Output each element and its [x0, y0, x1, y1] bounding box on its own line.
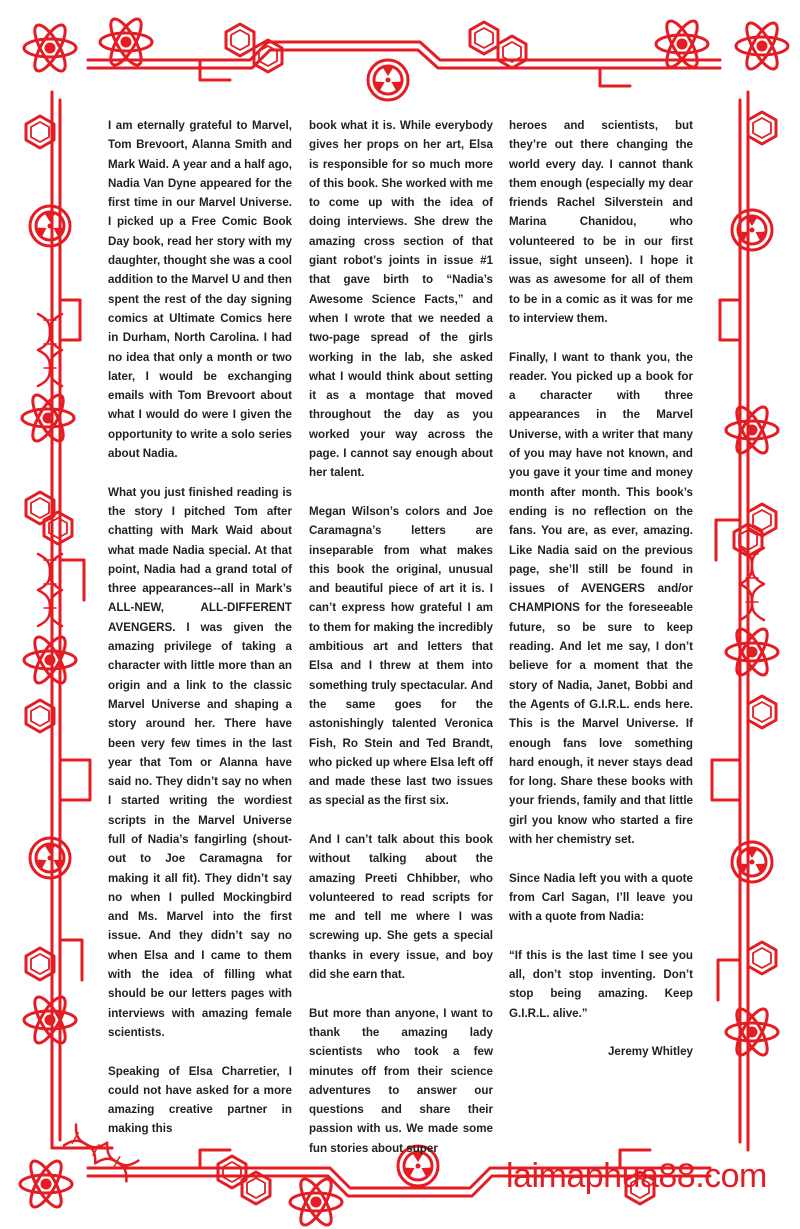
atom-icon — [736, 19, 788, 73]
watermark: laimaphua88.com — [506, 1157, 767, 1195]
dna-icon — [740, 548, 764, 620]
letter-paragraph: Finally, I want to thank you, the reader. You picked up a book for a character with three appearances in the Marvel Universe, with a writer that many of you may have not known, and you gave it your time and money month after month. This book’s ending is no reflection on the fans. You are, as ever, amazing. Like Nadia said on the previous page, she’ll still be found in issues of AVENGERS and/or CHAMPIONS for the foreseeable future, so be sure to keep reading. And let me say, I don’t believe for a moment that the story of Nadia, Janet, Bobbi and the Agents of G.I.R.L. ends here. This is the Marvel Universe. If enough fans love something hard enough, it never stays dead for long. Share these books with your friends, family and that little girl you know who started a fire with her chemistry set. — [509, 350, 693, 846]
atom-icon — [726, 625, 778, 679]
radiation-icon — [732, 210, 772, 250]
atom-icon — [726, 1005, 778, 1059]
radiation-icon — [732, 842, 772, 882]
radiation-icon — [30, 838, 70, 878]
atom-icon — [24, 993, 76, 1047]
letter-paragraph: Speaking of Elsa Charretier, I could not have asked for a more amazing creative partner in making this — [108, 1064, 292, 1136]
atom-icon — [24, 21, 76, 75]
dna-icon — [38, 554, 62, 626]
letter-paragraph: heroes and scientists, but they’re out there changing the world every day. I cannot thank them enough (especially my dear friends Rachel Silverstein and Marina Chanidou, who volunteered to be in our first issue, sight unseen). I hope it was as awesome for all of them to be in a comic as it was for me to interview them. — [509, 119, 693, 325]
letter-column-3 — [509, 116, 693, 1062]
letter-column-2 — [309, 116, 493, 1158]
atom-icon — [24, 633, 76, 687]
radiation-icon — [30, 206, 70, 246]
atom-icon — [656, 17, 708, 71]
letter-paragraph: book what it is. While everybody gives her props on her art, Elsa is responsible for so much more of this book. She worked with me to come up with the idea of doing interviews. She drew the amazing cross section of that giant robot’s joints in issue #1 that gave birth to “Nadia’s Awesome Science Facts,” and when I wrote that we needed a two-page spread of the girls working in the lab, she asked what I would think about setting it as a montage that moved throughout the day as you worked your way across the page. I cannot say enough about her talent. — [309, 119, 493, 480]
atom-icon — [20, 1157, 72, 1211]
dna-icon — [38, 314, 62, 386]
letter-paragraph: What you just finished reading is the story I pitched Tom after chatting with Mark Waid about what made Nadia special. At that point, Nadia had a grand total of three appearances--all in Mark’s ALL-NEW, ALL-DIFFERENT AVENGERS. I was given the amazing privilege of taking a character with little more than an origin and a link to the classic Marvel Universe and shaping a story around her. There have been very few times in the last year that Tom or Alanna have said no. They didn’t say no when I started writing the wordiest scripts in the Marvel Universe full of Nadia’s fangirling (shout-out to Joe Caramagna for making it all fit). They didn’t say no when I pulled Mockingbird and Ms. Marvel into the first issue. And they didn’t say no when Elsa and I came to them with the idea of filling what should be our letters pages with interviews with amazing female scientists. — [108, 485, 292, 1039]
letter-paragraph: I am eternally grateful to Marvel, Tom Brevoort, Alanna Smith and Mark Waid. A year and a half ago, Nadia Van Dyne appeared for the first time in our Marvel Universe. I picked up a Free Comic Book Day book, read her story with my daughter, thought she was a cool addition to the Marvel U and then spent the rest of the day signing comics at Ultimate Comics here in Durham, North Carolina. I had no idea that only a month or two later, I would be exchanging emails with Tom Brevoort about what I would do were I given the opportunity to write a solo series about Nadia. — [108, 119, 292, 461]
letter-paragraph: But more than anyone, I want to thank the amazing lady scientists who took a few minutes off from their science adventures to answer our questions and share their passion with us. We made some fun stories about super — [309, 1006, 493, 1155]
atom-icon — [22, 391, 74, 445]
letter-paragraph: And I can’t talk about this book without talking about the amazing Preeti Chhibber, who volunteered to read scripts for me and tell me where I was screwing up. She gets a special thanks in every issue, and boy did she earn that. — [309, 832, 493, 982]
letter-paragraph: “If this is the last time I see you all, don’t stop inventing. Don’t stop being amazing. Keep G.I.R.L. alive.” — [509, 948, 693, 1020]
radiation-icon — [368, 60, 408, 100]
letter-column-1 — [108, 116, 292, 1139]
letter-paragraph: Megan Wilson’s colors and Joe Caramagna’s letters are inseparable from what makes this book the original, unusual and beautiful piece of art it is. I can’t express how grateful I am to them for making the incredibly ambitious art and letters that Elsa and I threw at them into something truly spectacular. And the same goes for the astonishingly talented Veronica Fish, Ro Stein and Ted Brandt, who picked up where Elsa left off and made these last two issues as special as the first six. — [309, 504, 493, 808]
signature: Jeremy Whitley — [607, 1045, 693, 1059]
atom-icon — [726, 403, 778, 457]
letter-paragraph: Since Nadia left you with a quote from Carl Sagan, I’ll leave you with a quote from Nadia: — [509, 871, 693, 924]
